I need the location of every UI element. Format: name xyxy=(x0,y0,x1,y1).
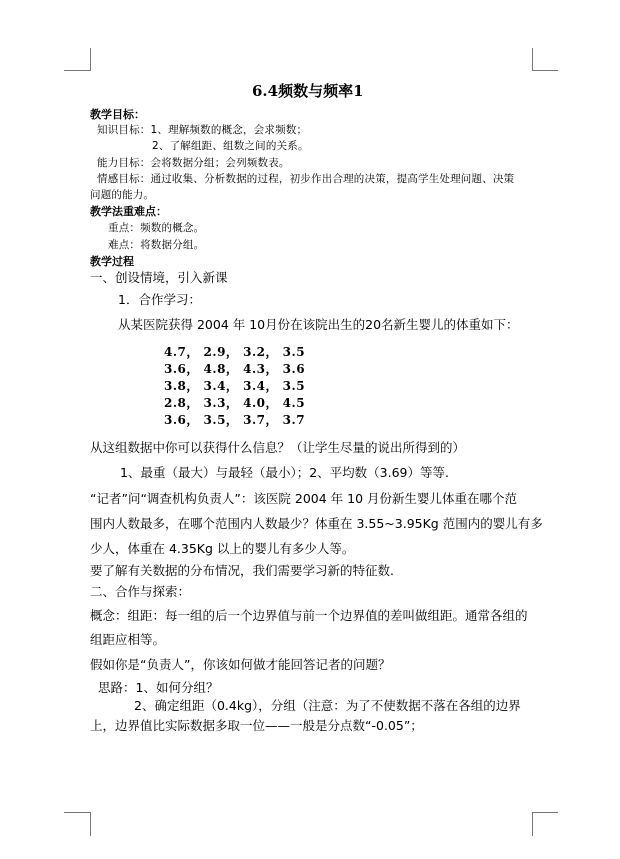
need-new-statistic-line: 要了解有关数据的分布情况，我们需要学习新的特征数. xyxy=(90,563,394,578)
idea-line-2: 2、确定组距（0.4kg），分组（注意：为了不使数据不落在各组的边界 xyxy=(134,698,521,713)
data-row: 3.8， 3.4， 3.4， 3.5 xyxy=(164,379,306,393)
data-row: 3.6， 4.8， 4.3， 3.6 xyxy=(164,362,306,376)
data-row: 2.8， 3.3， 4.0， 4.5 xyxy=(164,396,306,410)
section-2-heading: 二、合作与探索： xyxy=(90,584,191,599)
process-heading: 教学过程 xyxy=(90,255,134,268)
corner-mark-bottom-left-h xyxy=(64,812,90,813)
key-point: 重点：频数的概念。 xyxy=(108,222,205,234)
corner-mark-top-left-v xyxy=(90,48,91,71)
page-title: 6.4频数与频率1 xyxy=(252,82,364,100)
emotion-objective-1: 情感目标：通过收集、分析数据的过程，初步作出合理的决策，提高学生处理问题、决策 xyxy=(97,173,515,185)
answers-line: 1、最重（最大）与最轻（最小）；2、平均数（3.69）等等. xyxy=(120,465,449,480)
key-points-heading: 教学法重难点： xyxy=(90,205,167,218)
difficulty-point: 难点：将数据分组。 xyxy=(108,239,205,251)
corner-mark-top-right-h xyxy=(532,70,558,71)
ability-objective: 能力目标：会将数据分组；会列频数表。 xyxy=(97,157,290,169)
knowledge-objective-2: 2、了解组距、组数之间的关系。 xyxy=(152,140,309,152)
reporter-paragraph-line-3: 少人，体重在 4.35Kg 以上的婴儿有多少人等。 xyxy=(90,541,355,556)
concept-line-1: 概念：组距：每一组的后一个边界值与前一个边界值的差叫做组距。通常各组的 xyxy=(90,608,528,623)
idea-line-3: 上，边界值比实际数据多取一位——一般是分点数“-0.05”； xyxy=(90,718,423,733)
emotion-objective-2: 问题的能力。 xyxy=(90,189,155,201)
objectives-heading: 教学目标： xyxy=(90,108,145,121)
corner-mark-bottom-right-h xyxy=(532,812,558,813)
corner-mark-top-left-h xyxy=(64,70,90,71)
idea-line-1: 思路：1、如何分组？ xyxy=(98,680,219,695)
reporter-paragraph-line-2: 围内人数最多，在哪个范围内人数最少？体重在 3.55~3.95Kg 范围内的婴儿有多 xyxy=(90,516,543,531)
corner-mark-bottom-right-v xyxy=(532,812,533,836)
concept-line-2: 组距应相等。 xyxy=(90,632,166,647)
knowledge-objective-1: 知识目标：1、理解频数的概念，会求频数； xyxy=(97,124,308,136)
cooperative-learning-label: 1．合作学习： xyxy=(118,292,201,307)
reporter-paragraph-line-1: “记者”问“调查机构负责人”：该医院 2004 年 10 月份新生婴儿体重在哪个范 xyxy=(90,491,518,506)
data-row: 3.6， 3.5， 3.7， 3.7 xyxy=(164,413,306,427)
corner-mark-top-right-v xyxy=(532,48,533,71)
data-row: 4.7， 2.9， 3.2， 3.5 xyxy=(164,345,306,359)
data-intro-paragraph: 从某医院获得 2004 年 10月份在该院出生的20名新生婴儿的体重如下： xyxy=(118,317,519,332)
information-question: 从这组数据中你可以获得什么信息？（让学生尽量的说出所得到的） xyxy=(90,440,466,455)
corner-mark-bottom-left-v xyxy=(90,812,91,836)
suppose-question: 假如你是“负责人”，你该如何做才能回答记者的问题？ xyxy=(90,657,391,672)
section-1-heading: 一、创设情境，引入新课 xyxy=(90,270,228,285)
